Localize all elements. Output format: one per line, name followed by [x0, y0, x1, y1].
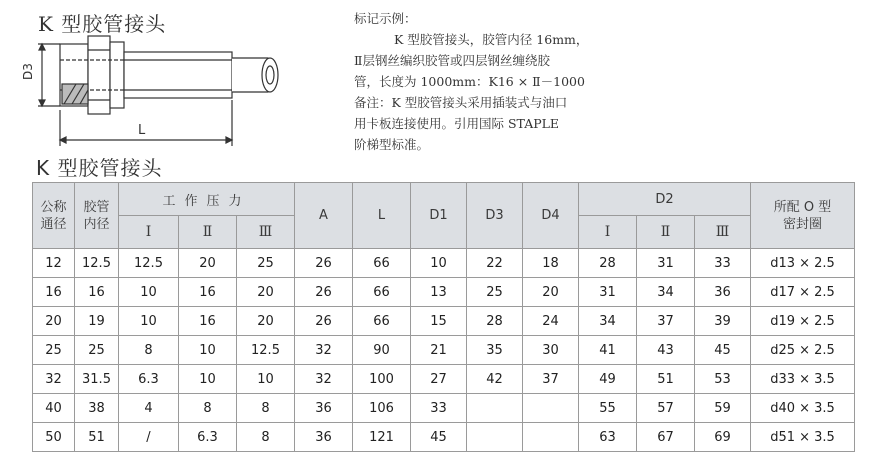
table-cell: 32	[295, 365, 353, 394]
table-cell: 10	[237, 365, 295, 394]
header-d3: D3	[467, 183, 523, 249]
header-d4: D4	[523, 183, 579, 249]
table-cell: 8	[179, 394, 237, 423]
table-cell: 26	[295, 249, 353, 278]
table-cell: 20	[237, 278, 295, 307]
table-cell: 20	[33, 307, 75, 336]
table-cell: 20	[179, 249, 237, 278]
table-cell: 22	[467, 249, 523, 278]
table-cell: d19 × 2.5	[751, 307, 855, 336]
table-cell: 12.5	[75, 249, 119, 278]
table-cell: 10	[179, 365, 237, 394]
fitting-drawing	[18, 30, 318, 150]
table-cell: 121	[353, 423, 411, 452]
table-cell: d40 × 3.5	[751, 394, 855, 423]
notes-line: 管，长度为 1000mm：K16 × Ⅱ－1000	[354, 74, 585, 89]
table-cell: 69	[695, 423, 751, 452]
header-pressure-1: Ⅰ	[119, 216, 179, 249]
table-cell: 12	[33, 249, 75, 278]
table-cell: d51 × 3.5	[751, 423, 855, 452]
notes-line: Ⅱ层钢丝编织胶管或四层钢丝缠绕胶	[354, 53, 550, 68]
table-cell: 66	[353, 307, 411, 336]
table-row	[33, 394, 855, 423]
table-cell: 18	[523, 249, 579, 278]
header-working-pressure: 工作压力	[119, 183, 295, 216]
table-cell: 63	[579, 423, 637, 452]
header-nominal-line2: 通径	[40, 216, 67, 232]
table-cell: 36	[295, 423, 353, 452]
table-cell: 27	[411, 365, 467, 394]
table-cell: 16	[75, 278, 119, 307]
table-title: K 型胶管接头	[36, 156, 163, 180]
table-cell	[523, 394, 579, 423]
header-d1: D1	[411, 183, 467, 249]
header-a: A	[295, 183, 353, 249]
table-cell: 31	[579, 278, 637, 307]
table-cell: 19	[75, 307, 119, 336]
table-cell	[523, 423, 579, 452]
table-cell: 51	[75, 423, 119, 452]
table-cell: 53	[695, 365, 751, 394]
table-cell: 20	[237, 307, 295, 336]
table-cell: 30	[523, 336, 579, 365]
table-cell: 39	[695, 307, 751, 336]
table-cell: 16	[179, 278, 237, 307]
header-oring-line2: 密封圈	[783, 216, 823, 232]
table-cell: 10	[179, 336, 237, 365]
table-cell: 34	[637, 278, 695, 307]
table-cell: 6.3	[119, 365, 179, 394]
table-cell: 57	[637, 394, 695, 423]
table-cell: 12.5	[119, 249, 179, 278]
table-cell: 34	[579, 307, 637, 336]
notes-heading: 标记示例：	[354, 11, 417, 26]
table-cell: 25	[33, 336, 75, 365]
table-cell: d33 × 3.5	[751, 365, 855, 394]
marking-example-notes	[354, 8, 654, 155]
table-cell: 33	[695, 249, 751, 278]
spec-table	[32, 182, 855, 452]
page-title: K 型胶管接头	[38, 12, 167, 36]
table-cell: 67	[637, 423, 695, 452]
table-cell: 59	[695, 394, 751, 423]
spec-table-body	[33, 249, 855, 452]
table-cell: 25	[467, 278, 523, 307]
header-pressure-2: Ⅱ	[179, 216, 237, 249]
table-cell: 36	[295, 394, 353, 423]
table-cell: 12.5	[237, 336, 295, 365]
table-cell: 24	[523, 307, 579, 336]
table-cell: 16	[179, 307, 237, 336]
table-cell: 8	[119, 336, 179, 365]
table-cell: 100	[353, 365, 411, 394]
header-hose-line2: 内径	[83, 216, 110, 232]
table-row	[33, 278, 855, 307]
table-cell: 10	[119, 307, 179, 336]
table-row	[33, 249, 855, 278]
table-cell: 31.5	[75, 365, 119, 394]
table-cell: 32	[33, 365, 75, 394]
table-cell: d17 × 2.5	[751, 278, 855, 307]
table-cell: 16	[33, 278, 75, 307]
table-cell: 10	[119, 278, 179, 307]
table-cell: 28	[579, 249, 637, 278]
table-cell: 26	[295, 307, 353, 336]
header-oring	[751, 183, 855, 249]
notes-line: 用卡板连接使用。引用国际 STAPLE	[354, 116, 560, 131]
table-cell: 45	[695, 336, 751, 365]
header-l: L	[353, 183, 411, 249]
table-cell: 25	[237, 249, 295, 278]
header-d2: D2	[579, 183, 751, 216]
table-cell: 32	[295, 336, 353, 365]
table-row	[33, 307, 855, 336]
table-cell: /	[119, 423, 179, 452]
table-cell: 36	[695, 278, 751, 307]
header-nominal	[33, 183, 75, 249]
table-cell: 45	[411, 423, 467, 452]
table-cell: 43	[637, 336, 695, 365]
notes-line: 备注：K 型胶管接头采用插装式与油口	[354, 95, 568, 110]
table-cell: 28	[467, 307, 523, 336]
table-cell: 50	[33, 423, 75, 452]
table-cell: 10	[411, 249, 467, 278]
header-d2-3: Ⅲ	[695, 216, 751, 249]
header-pressure-3: Ⅲ	[237, 216, 295, 249]
table-cell: 21	[411, 336, 467, 365]
table-cell: 13	[411, 278, 467, 307]
table-cell: 20	[523, 278, 579, 307]
table-cell: 42	[467, 365, 523, 394]
table-cell: 55	[579, 394, 637, 423]
table-cell: 15	[411, 307, 467, 336]
table-cell: 51	[637, 365, 695, 394]
table-cell	[467, 423, 523, 452]
table-cell: 106	[353, 394, 411, 423]
header-d2-1: Ⅰ	[579, 216, 637, 249]
notes-line: K 型胶管接头，胶管内径 16mm，	[394, 32, 589, 47]
table-cell: 37	[637, 307, 695, 336]
table-cell: 66	[353, 249, 411, 278]
table-cell: 35	[467, 336, 523, 365]
table-cell: 4	[119, 394, 179, 423]
table-row	[33, 423, 855, 452]
table-cell: 37	[523, 365, 579, 394]
table-cell: d25 × 2.5	[751, 336, 855, 365]
table-cell: d13 × 2.5	[751, 249, 855, 278]
l-label: L	[138, 123, 146, 138]
table-row	[33, 336, 855, 365]
notes-line: 阶梯型标准。	[354, 137, 430, 152]
header-d2-2: Ⅱ	[637, 216, 695, 249]
header-oring-line1: 所配 O 型	[773, 199, 832, 215]
table-cell: 8	[237, 394, 295, 423]
header-nominal-line1: 公称	[40, 199, 67, 215]
table-cell: 26	[295, 278, 353, 307]
d3-label: D3	[21, 63, 35, 80]
table-cell: 25	[75, 336, 119, 365]
table-cell: 90	[353, 336, 411, 365]
header-hose-id	[75, 183, 119, 249]
table-cell: 8	[237, 423, 295, 452]
table-cell: 66	[353, 278, 411, 307]
table-cell: 31	[637, 249, 695, 278]
table-cell	[467, 394, 523, 423]
table-row	[33, 365, 855, 394]
table-cell: 41	[579, 336, 637, 365]
table-cell: 40	[33, 394, 75, 423]
header-hose-line1: 胶管	[83, 199, 110, 215]
table-cell: 6.3	[179, 423, 237, 452]
table-cell: 33	[411, 394, 467, 423]
table-cell: 49	[579, 365, 637, 394]
table-cell: 38	[75, 394, 119, 423]
